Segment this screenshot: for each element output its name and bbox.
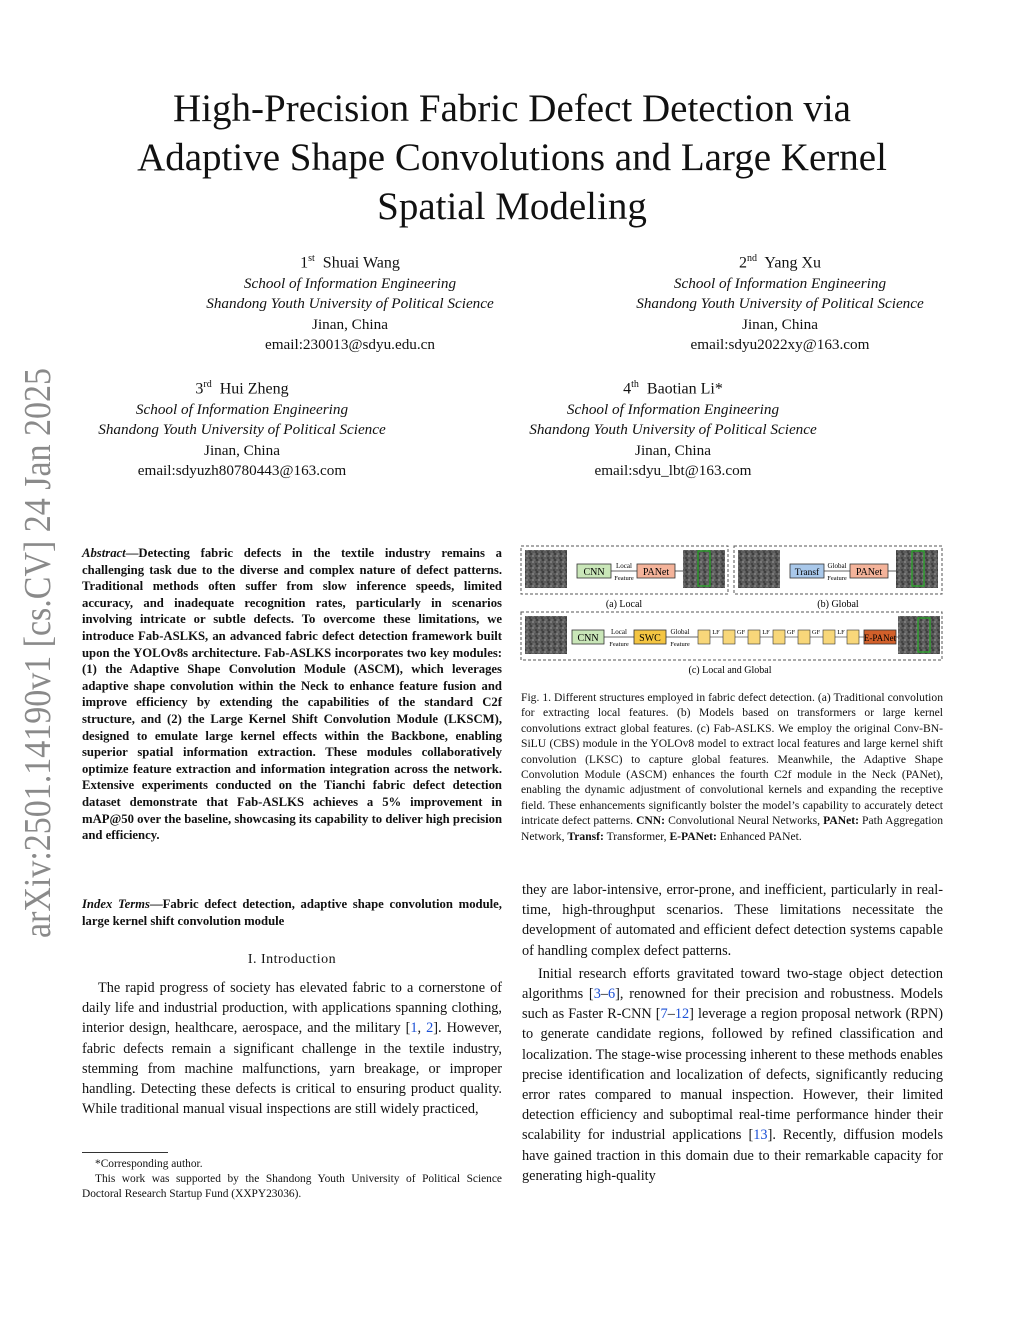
author-dept: School of Information Engineering <box>566 400 780 418</box>
index-terms <box>82 896 502 929</box>
fabric-image-input <box>738 550 780 588</box>
arxiv-stamp-text: arXiv:2501.14190v1 [cs.CV] 24 Jan 2025 <box>17 360 59 938</box>
feature-label: Feature <box>827 575 847 582</box>
citation-link[interactable]: 12 <box>674 1006 690 1023</box>
author-block-1 <box>150 249 550 356</box>
title-line-2: Adaptive Shape Convolutions and Large Kernel <box>137 136 887 179</box>
footnote-rule <box>82 1152 168 1153</box>
abstract-label: Abstract <box>82 546 126 560</box>
panet-label: PANet <box>855 567 883 578</box>
panel-b-label: (b) Global <box>817 599 859 610</box>
author-univ: Shandong Youth University of Political Science <box>529 421 817 439</box>
citation-link[interactable]: 1 <box>410 1020 418 1037</box>
gf-label: GF <box>786 629 796 636</box>
panel-c-label: (c) Local and Global <box>688 665 772 676</box>
citation-link[interactable]: 6 <box>608 986 616 1003</box>
author-block-3 <box>42 375 442 482</box>
abstract-text: —Detecting fabric defects in the textile industry remains a challenging task due to the diverse and complex nature of defect patterns. Traditional methods often suffer from slow inference speeds, limited accuracy, and inadequate recognition rates, particularly in scenarios involving intricate or subtle defects. To overcome these limitations, we introduce Fab-ASLKS, an advanced fabric defect detection framework built upon the YOLOv8s architecture. Fab-ASLKS incorporates two key modules: (1) the Adaptive Shape Convolution Module (ASCM), which leverages adaptive shape convolution within the Neck to enhance feature fusion and improve efficiency by extending the capabilities of the standard C2f structure, and (2) the Large Kernel Shift Convolution Module (LKSCM), designed to emulate large kernel effects within the Backbone, enabling superior spatial information extraction. These modules collaboratively optimize feature extraction and information integration across the network. Extensive experiments conducted on the Tianchi fabric defect detection dataset demonstrate that Fab-ASLKS achieves a 5% improvement in mAP@50 over the baseline, showcasing its capability to deliver high precision and efficiency. <box>82 546 502 843</box>
gf-label: GF <box>811 629 821 636</box>
title-line-3: Spatial Modeling <box>377 185 647 228</box>
panet-label: PANet <box>642 567 670 578</box>
fabric-image-output <box>898 616 940 654</box>
global-label: Global <box>827 562 847 570</box>
panel-a-label: (a) Local <box>605 599 643 610</box>
author-name: 3rd Hui Zheng <box>195 379 289 398</box>
footnote-funding: This work was supported by the Shandong Youth University of Political Science Doctoral Research Startup Fund (XXPY23036). <box>82 1173 502 1200</box>
index-terms-label: Index Terms <box>82 897 150 911</box>
author-city: Jinan, China <box>312 315 388 333</box>
section-heading: I. Introduction <box>247 952 337 967</box>
citation-link[interactable]: 2 <box>426 1020 434 1037</box>
feature-label: Feature <box>614 575 634 582</box>
title-line-1: High-Precision Fabric Defect Detection via <box>173 87 851 130</box>
fabric-image-input <box>525 616 567 654</box>
gf-block <box>723 630 735 644</box>
fabric-image-input <box>525 550 567 588</box>
author-block-2 <box>580 249 980 356</box>
author-city: Jinan, China <box>204 441 280 459</box>
author-dept: School of Information Engineering <box>135 400 349 418</box>
gf-block <box>773 630 785 644</box>
epanet-label: E-PANet <box>863 633 897 643</box>
author-city: Jinan, China <box>742 315 818 333</box>
transf-label: Transf <box>794 568 820 578</box>
intro-left-column <box>82 978 502 1119</box>
footnotes <box>82 1157 502 1202</box>
paper-title <box>100 84 924 231</box>
cnn-label: CNN <box>577 633 599 644</box>
abstract <box>82 545 502 844</box>
author-name: 2nd Yang Xu <box>738 253 821 272</box>
gf-label: GF <box>736 629 746 636</box>
author-email: email:230013@sdyu.edu.cn <box>264 336 436 354</box>
index-terms-text: —Fabric defect detection, adaptive shape convolution module, large kernel shift convolution module <box>82 897 502 928</box>
figure-caption: Fig. 1. Different structures employed in fabric defect detection. (a) Traditional convolution for extracting local features. (b) Models based on transformers or large kernel convolutions extract global features. (c) Fab-ASLKS. We employ the original Conv-BN-SiLU (CBS) module in the YOLOv8 model to extract local features and large kernel shift convolution (LKSC) to capture global features. Meanwhile, the Adaptive Shape Convolution Module (ASCM) enhances the fourth C2f module in the Neck (PANet), enabling the dynamic adjustment of convolutional kernels and expanding the receptive field. These enhancements significantly bolster the model’s capability to accurately detect intricate defect patterns. CNN: Convolutional Neural Networks, PANet: Path Aggregation Network, Transf: Transformer, E-PANet: Enhanced PANet. <box>521 691 944 843</box>
citation-link[interactable]: 13 <box>753 1127 768 1144</box>
citation-link[interactable]: 3 <box>593 986 601 1003</box>
author-name: 4th Baotian Li* <box>623 379 723 398</box>
lf-block <box>847 630 859 644</box>
lf-block <box>748 630 760 644</box>
feature-label: Feature <box>670 641 690 648</box>
author-dept: School of Information Engineering <box>673 274 887 292</box>
feature-label: Feature <box>609 641 629 648</box>
swc-label: SWC <box>639 633 661 644</box>
author-univ: Shandong Youth University of Political Science <box>636 295 924 313</box>
figure-1 <box>520 543 944 678</box>
right-paragraph-1: they are labor-intensive, error-prone, and inefficient, particularly in real-time, high-throughput scenarios. These limitations necessitate the development of automated and efficient defect detection systems capable of handling complex defect patterns. <box>522 882 943 959</box>
author-univ: Shandong Youth University of Political Science <box>206 295 494 313</box>
lf-block <box>698 630 710 644</box>
global-label: Global <box>670 628 690 636</box>
local-label: Local <box>611 628 627 636</box>
footnote-corresponding: *Corresponding author. <box>95 1158 203 1170</box>
author-name: 1st Shuai Wang <box>300 253 400 272</box>
author-email: email:sdyu2022xy@163.com <box>690 336 870 354</box>
intro-paragraph: The rapid progress of society has elevated fabric to a cornerstone of daily life and industrial production, with applications spanning clothing, interior design, healthcare, aerospace, and the military [1, 2]. However, fabric defects remain a significant challenge in the textile industry, stemming from machine malfunctions, yarn breakage, or improper handling. Detecting these defects is critical to ensuring product quality. While traditional manual visual inspections are still widely practiced, <box>82 980 502 1118</box>
fabric-image-output <box>896 550 938 588</box>
lf-label: LF <box>712 629 720 636</box>
author-city: Jinan, China <box>635 441 711 459</box>
author-email: email:sdyuzh80780443@163.com <box>137 462 347 480</box>
right-paragraph-2: Initial research efforts gravitated toward two-stage object detection algorithms [3–6], renowned for their precision and robustness. Models such as Faster R-CNN [7–12] leverage a region proposal network (RPN) to generate candidate regions, followed by refined classification and localization. The stage-wise processing inherent to these methods enables precise identification and localization of defects, significantly reducing error rates compared to manual inspection. However, their limited detection efficiency and suboptimal real-time performance hinder their scalability for industrial applications [13]. Recently, diffusion models have gained traction in this domain due to their remarkable capacity for generating high-quality <box>522 965 944 1184</box>
author-dept: School of Information Engineering <box>243 274 457 292</box>
author-email: email:sdyu_lbt@163.com <box>594 462 752 480</box>
cnn-label: CNN <box>583 567 605 578</box>
lf-label: LF <box>837 629 845 636</box>
citation-link[interactable]: 7 <box>660 1006 668 1023</box>
lf-label: LF <box>762 629 770 636</box>
local-label: Local <box>616 562 632 570</box>
gf-block <box>823 630 835 644</box>
intro-right-column <box>522 880 943 1186</box>
fabric-image-output <box>683 550 725 588</box>
author-block-4 <box>473 375 873 482</box>
author-univ: Shandong Youth University of Political Science <box>98 421 386 439</box>
lf-block <box>798 630 810 644</box>
